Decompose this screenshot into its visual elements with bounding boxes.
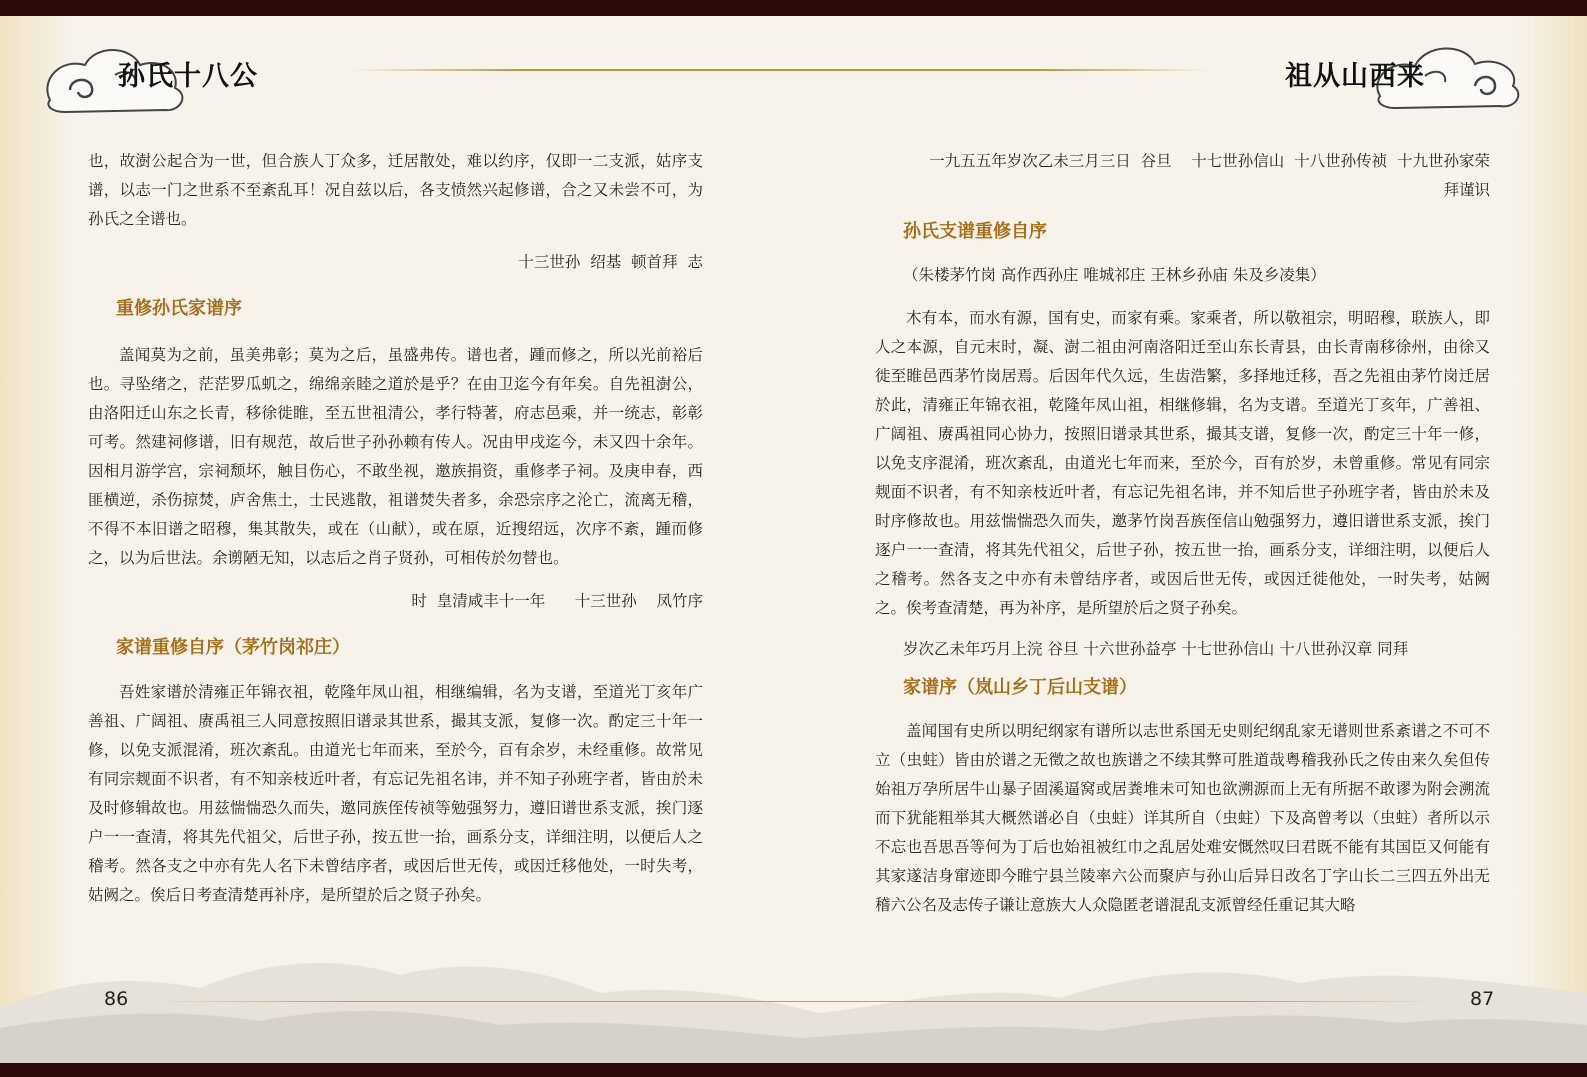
header-divider	[350, 69, 1210, 71]
header-right-title: 祖从山西来	[1285, 61, 1425, 92]
section-heading: 重修孙氏家谱序	[116, 298, 242, 319]
header-left-title: 孙氏十八公	[118, 61, 258, 92]
top-signature-line2: 拜谨识	[1443, 181, 1490, 199]
left-margin-tint	[0, 16, 70, 1063]
section-heading: 孙氏支谱重修自序	[903, 221, 1047, 242]
page-number-right: 87	[1470, 988, 1495, 1010]
right-margin-tint	[1517, 16, 1587, 1063]
section-signature: 岁次乙未年巧月上浣 谷旦 十六世孙益亭 十七世孙信山 十八世孙汉章 同拜	[903, 640, 1409, 658]
page-number-left: 86	[104, 988, 129, 1010]
section-body: 盖闻国有史所以明纪纲家有谱所以志世系国无史则纪纲乱家无谱则世系紊谱之不可不立（虫蛀）皆由於谱之无徵之故也族谱之不续其弊可胜道哉粤稽我孙氏之传由来久矣但传始祖万孕所居牛山暴子固溪逼窝或居粪堆未可知也欲溯源而上无有所据不敢谬为附会溯流而下犹能粗举其大概然谱必自（虫蛀）详其所自（虫蛀）下及高曾考以（虫蛀）者所以示不忘也吾思吾等何为丁后也始祖被红巾之乱居处难安慨然叹曰君既不能有其国臣又何能有其家遂洁身窜迹即今睢宁县兰陵率六公而聚庐与孙山后异日改名丁字山长二三四五外出无稽六公名及志传子谦让意族大人众隐匿老谱混乱支派曾经任重记其大略	[875, 722, 1490, 914]
bottom-border	[0, 1063, 1587, 1077]
section-heading: 家谱序（岚山乡丁后山支谱）	[903, 677, 1137, 698]
top-signature: 一九五五年岁次乙未三月三日 谷旦 十七世孙信山 十八世孙传祯 十九世孙家荣	[929, 152, 1490, 170]
left-page-content	[88, 147, 703, 910]
intro-paragraph: 也，故澍公起合为一世，但合族人丁众多，迁居散处，难以约序，仅即一二支派，姑序支谱，以志一门之世系不至紊乱耳！况自兹以后，各支愤然兴起修谱，合之又未尝不可，为孙氏之全谱也。	[88, 152, 703, 228]
right-page-content	[875, 147, 1490, 920]
section-body: 木有本，而水有源，国有史，而家有乘。家乘者，所以敬祖宗，明昭穆，联族人，即人之本源，自元末时，凝、澍二祖由河南洛阳迁至山东长青县，由长青南移徐州，由徐又徙至睢邑西茅竹岗居焉。后因年代久远，生齿浩繁，多择地迁移，吾之先祖由茅竹岗迁居於此，清雍正年锦衣祖，乾隆年凤山祖，相继修辑，名为支谱。至道光丁亥年，广善祖、广阔祖、赓禹祖同心协力，按照旧谱录其世系，撮其支谱，复修一次，酌定三十年一修，以免支序混淆，班次紊乱，由道光七年而来，至於今，百有於岁，未曾重修。常见有同宗觌面不识者，有不知亲枝近叶者，有忘记先祖名讳，并不知后世子孙班字者，皆由於未及时序修故也。用兹惴惴恐久而失，邀茅竹岗吾族侄信山勉强努力，遵旧谱世系支派，挨门逐户一一查清，将其先代祖父，后世子孙，按五世一抬，画系分支，详细注明，以便后人之稽考。然各支之中亦有未曾结序者，或因后世无传，或因迁徙他处，一时失考，姑阙之。俟考查清楚，再为补序，是所望於后之贤子孙矣。	[875, 309, 1490, 617]
section-heading: 家谱重修自序（茅竹岗祁庄）	[116, 637, 350, 658]
footer-divider	[150, 1001, 1440, 1002]
top-border	[0, 0, 1587, 16]
section-signature: 时 皇清咸丰十一年 十三世孙 凤竹序	[411, 592, 703, 610]
intro-signature: 十三世孙 绍基 顿首拜 志	[518, 253, 703, 271]
section-body: 吾姓家谱於清雍正年锦衣祖，乾隆年凤山祖，相继编辑，名为支谱，至道光丁亥年广善祖、广阔祖、赓禹祖三人同意按照旧谱录其世系，撮其支派，复修一次。酌定三十年一修，以免支派混淆，班次紊乱。由道光七年而来，至於今，百有余岁，未经重修。故常见有同宗觌面不识者，有不知亲枝近叶者，有忘记先祖名讳，并不知子孙班字者，皆由於未及时修辑故也。用兹惴惴恐久而失，邀同族侄传祯等勉强努力，遵旧谱世系支派，挨门逐户一一查清，将其先代祖父，后世子孙，按五世一抬，画系分支，详细注明，以便后人之稽考。然各支之中亦有先人名下未曾结序者，或因后世无传，或因迁移他处，一时失考，姑阙之。俟后日考查清楚再补序，是所望於后之贤子孙矣。	[88, 683, 703, 904]
mountain-landscape	[0, 913, 1587, 1063]
section-body: 盖闻莫为之前，虽美弗彰；莫为之后，虽盛弗传。谱也者，踵而修之，所以光前裕后也。寻坠绪之，茫茫罗瓜虮之，绵绵亲睦之道於是乎？在由卫迄今有年矣。自先祖澍公，由洛阳迁山东之长青，移徐徙睢，至五世祖清公，孝行特著，府志邑乘，并一统志，彰彰可考。然建祠修谱，旧有规范，故后世子孙孙赖有传人。况由甲戌迄今，未又四十余年。因相月游学宫，宗祠颓坏，触目伤心，不敢坐视，邀族捐资，重修孝子祠。及庚申春，西匪横逆，杀伤掠焚，庐舍焦土，士民逃散，祖谱焚失者多，余恐宗序之沦亡，流离无稽，不得不本旧谱之昭穆，集其散失，或在（山献），或在原，近搜绍远，次序不紊，踵而修之，以为后世法。余谫陋无知，以志后之肖子贤孙，可相传於勿替也。	[88, 346, 703, 567]
section-note: （朱楼茅竹岗 高作西孙庄 唯城祁庄 王林乡孙庙 朱及乡凌集）	[903, 266, 1326, 284]
